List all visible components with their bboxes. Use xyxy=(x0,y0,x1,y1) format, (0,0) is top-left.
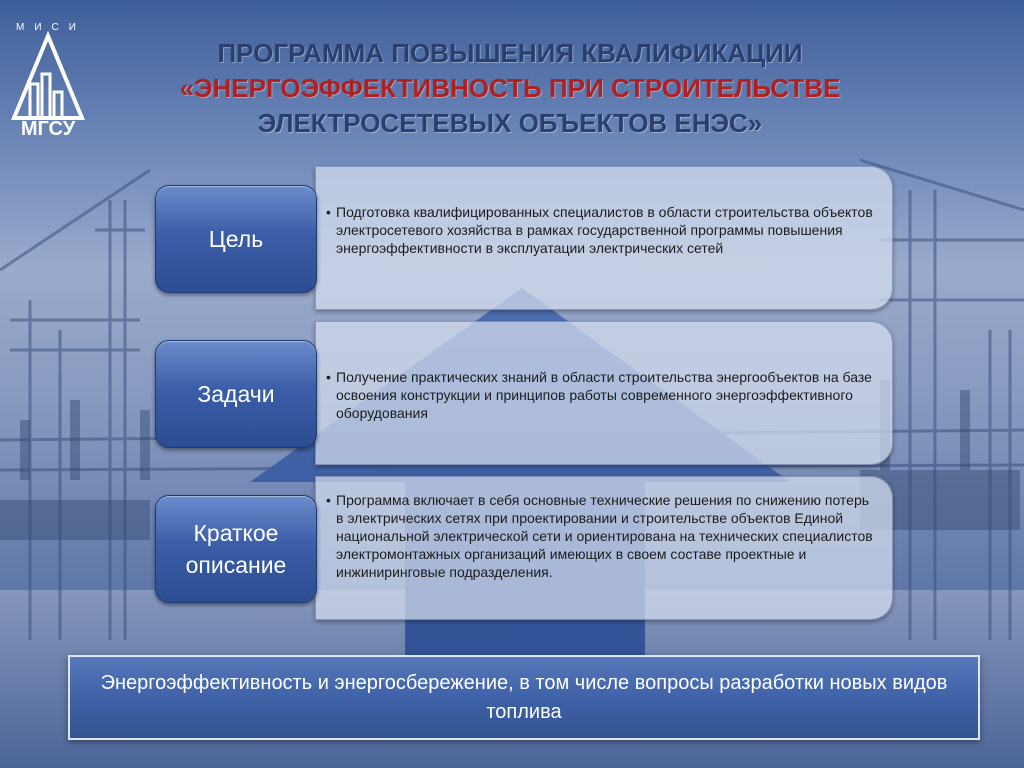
tasks-text: Получение практических знаний в области строительства энергообъектов на базе освоения конструкции и принципов работы современного энергоэффективного оборудования xyxy=(336,369,872,421)
tasks-label xyxy=(155,340,317,448)
description-text: Программа включает в себя основные технические решения по снижению потерь в электрических сетях при проектировании и строительстве объектов Единой национальной электрической сети и ориентирована на технических специалистов электромонтажных организаций имеющих в своем составе проектные и инжиниринговые подразделения. xyxy=(336,492,873,580)
tasks-label-text: Задачи xyxy=(197,381,275,407)
description-content-box xyxy=(315,476,893,620)
description-label xyxy=(155,495,317,603)
university-logo xyxy=(8,22,88,140)
goal-label xyxy=(155,185,317,293)
tasks-content-box xyxy=(315,321,893,465)
slide-title xyxy=(110,36,910,141)
title-line-1: ПРОГРАММА ПОВЫШЕНИЯ КВАЛИФИКАЦИИ xyxy=(217,38,803,68)
goal-content-box xyxy=(315,166,893,310)
title-line-2: «ЭНЕРГОЭФФЕКТИВНОСТЬ ПРИ СТРОИТЕЛЬСТВЕ xyxy=(179,73,841,103)
footer-text: Энергоэффективность и энергосбережение, в том числе вопросы разработки новых видов топлива xyxy=(100,671,948,723)
footer-banner xyxy=(68,655,980,740)
logo-top-text: МИСИ xyxy=(16,22,86,33)
goal-text: Подготовка квалифицированных специалистов в области строительства объектов электросетевого хозяйства в рамках государственной программы повышения энергоэффективности в эксплуатации электрических сетей xyxy=(336,204,873,256)
logo-bottom-text: МГСУ xyxy=(20,118,76,140)
description-bullet: • xyxy=(326,492,331,508)
description-label-line-1: Краткое xyxy=(193,520,279,546)
title-line-3: ЭЛЕКТРОСЕТЕВЫХ ОБЪЕКТОВ ЕНЭС» xyxy=(257,108,763,138)
goal-label-text: Цель xyxy=(208,226,264,252)
tasks-bullet: • xyxy=(326,369,331,385)
goal-bullet: • xyxy=(326,204,331,220)
description-label-line-2: описание xyxy=(185,552,287,578)
